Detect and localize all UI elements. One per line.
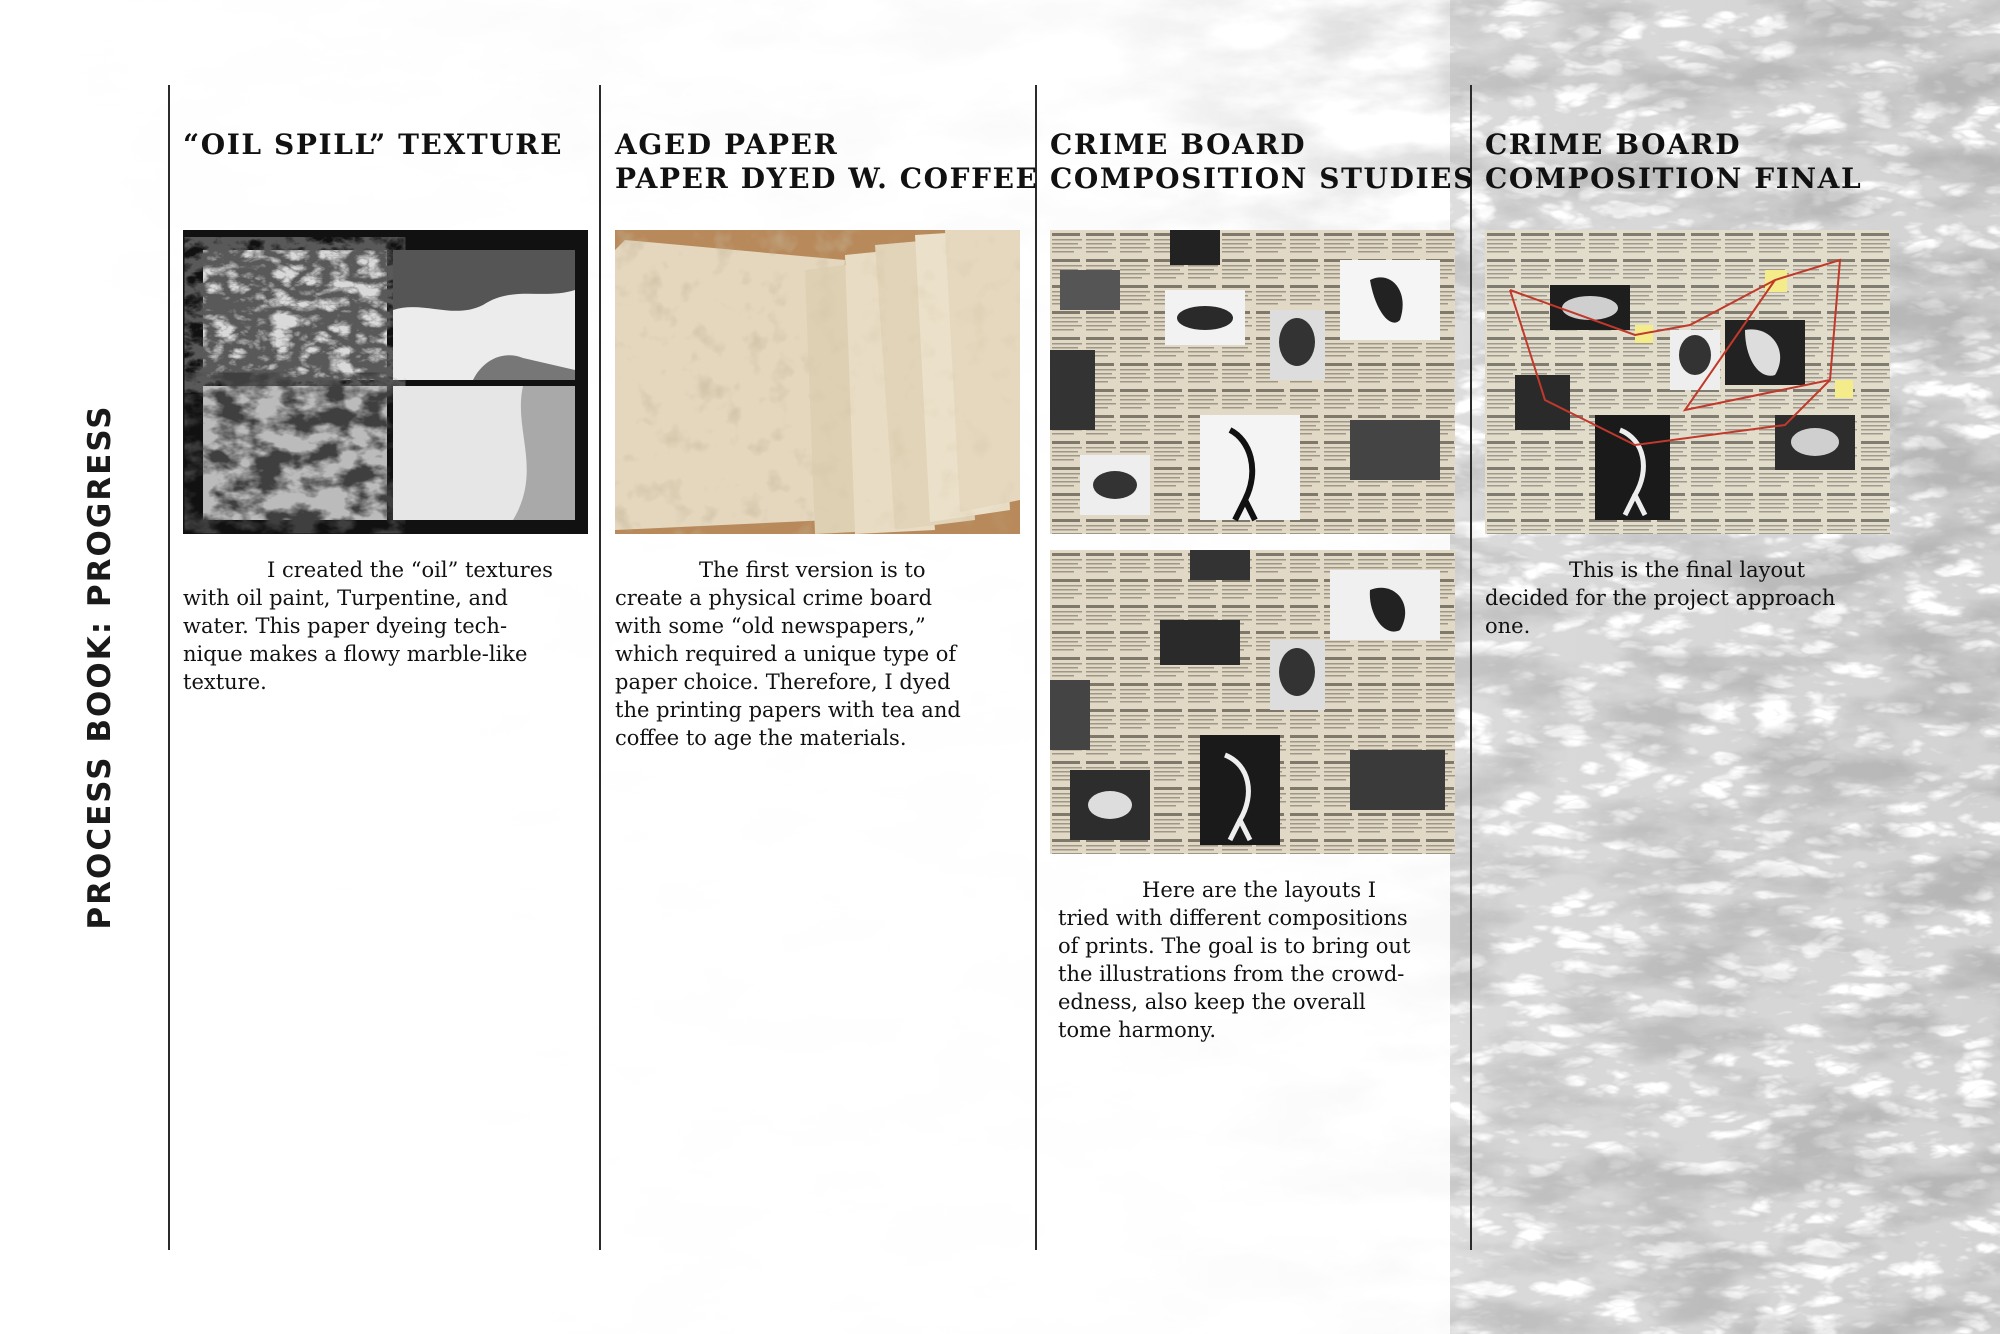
body-text-line: edness, also keep the overall — [1058, 990, 1366, 1014]
body-text-line: one. — [1485, 614, 1531, 638]
body-text-line: Here are the layouts I — [1142, 878, 1377, 902]
crime-board-final-photo — [1485, 230, 1890, 534]
column-title — [183, 128, 563, 162]
body-text-line: I created the “oil” textures — [267, 558, 553, 582]
column-body-text — [1058, 876, 1410, 1044]
crime-board-study-photo — [1050, 550, 1455, 854]
oil-spill-texture-photo — [183, 230, 588, 534]
body-text-line: coffee to age the materials. — [615, 726, 907, 750]
body-text-line: tome harmony. — [1058, 1018, 1217, 1042]
process-book-side-title: PROCESS BOOK: PROGRESS — [82, 404, 118, 930]
column-title-line: “OIL SPILL” TEXTURE — [183, 128, 564, 161]
column-body-text — [615, 556, 961, 752]
column-title — [1485, 128, 1862, 196]
body-text-line: nique makes a flowy marble-like — [183, 642, 528, 666]
column-divider — [1035, 85, 1037, 1250]
column-body-text — [1485, 556, 1835, 640]
column-title-line: PAPER DYED W. COFFEE — [615, 162, 1039, 195]
column-divider — [168, 85, 170, 1250]
column-title-line: AGED PAPER — [615, 128, 839, 161]
body-text-line: create a physical crime board — [615, 586, 933, 610]
body-text-line: which required a unique type of — [615, 642, 957, 666]
column-title-line: COMPOSITION STUDIES — [1050, 162, 1475, 195]
column-title-line: CRIME BOARD — [1050, 128, 1307, 161]
body-text-line: the printing papers with tea and — [615, 698, 961, 722]
column-title-line: COMPOSITION FINAL — [1485, 162, 1863, 195]
column-title-line: CRIME BOARD — [1485, 128, 1742, 161]
body-text-line: with oil paint, Turpentine, and — [183, 586, 508, 610]
column-divider — [1470, 85, 1472, 1250]
body-text-line: texture. — [183, 670, 267, 694]
body-text-line: tried with different compositions — [1058, 906, 1408, 930]
aged-paper-photo — [615, 230, 1020, 534]
body-text-line: water. This paper dyeing tech- — [183, 614, 508, 638]
crime-board-study-photo — [1050, 230, 1455, 534]
body-text-line: decided for the project approach — [1485, 586, 1836, 610]
body-text-line: with some “old newspapers,” — [615, 614, 926, 638]
column-body-text — [183, 556, 553, 696]
body-text-line: The first version is to — [699, 558, 926, 582]
body-text-line: of prints. The goal is to bring out — [1058, 934, 1411, 958]
body-text-line: This is the final layout — [1569, 558, 1806, 582]
column-title — [1050, 128, 1475, 196]
column-divider — [599, 85, 601, 1250]
column-title — [615, 128, 1039, 196]
body-text-line: paper choice. Therefore, I dyed — [615, 670, 951, 694]
body-text-line: the illustrations from the crowd- — [1058, 962, 1405, 986]
